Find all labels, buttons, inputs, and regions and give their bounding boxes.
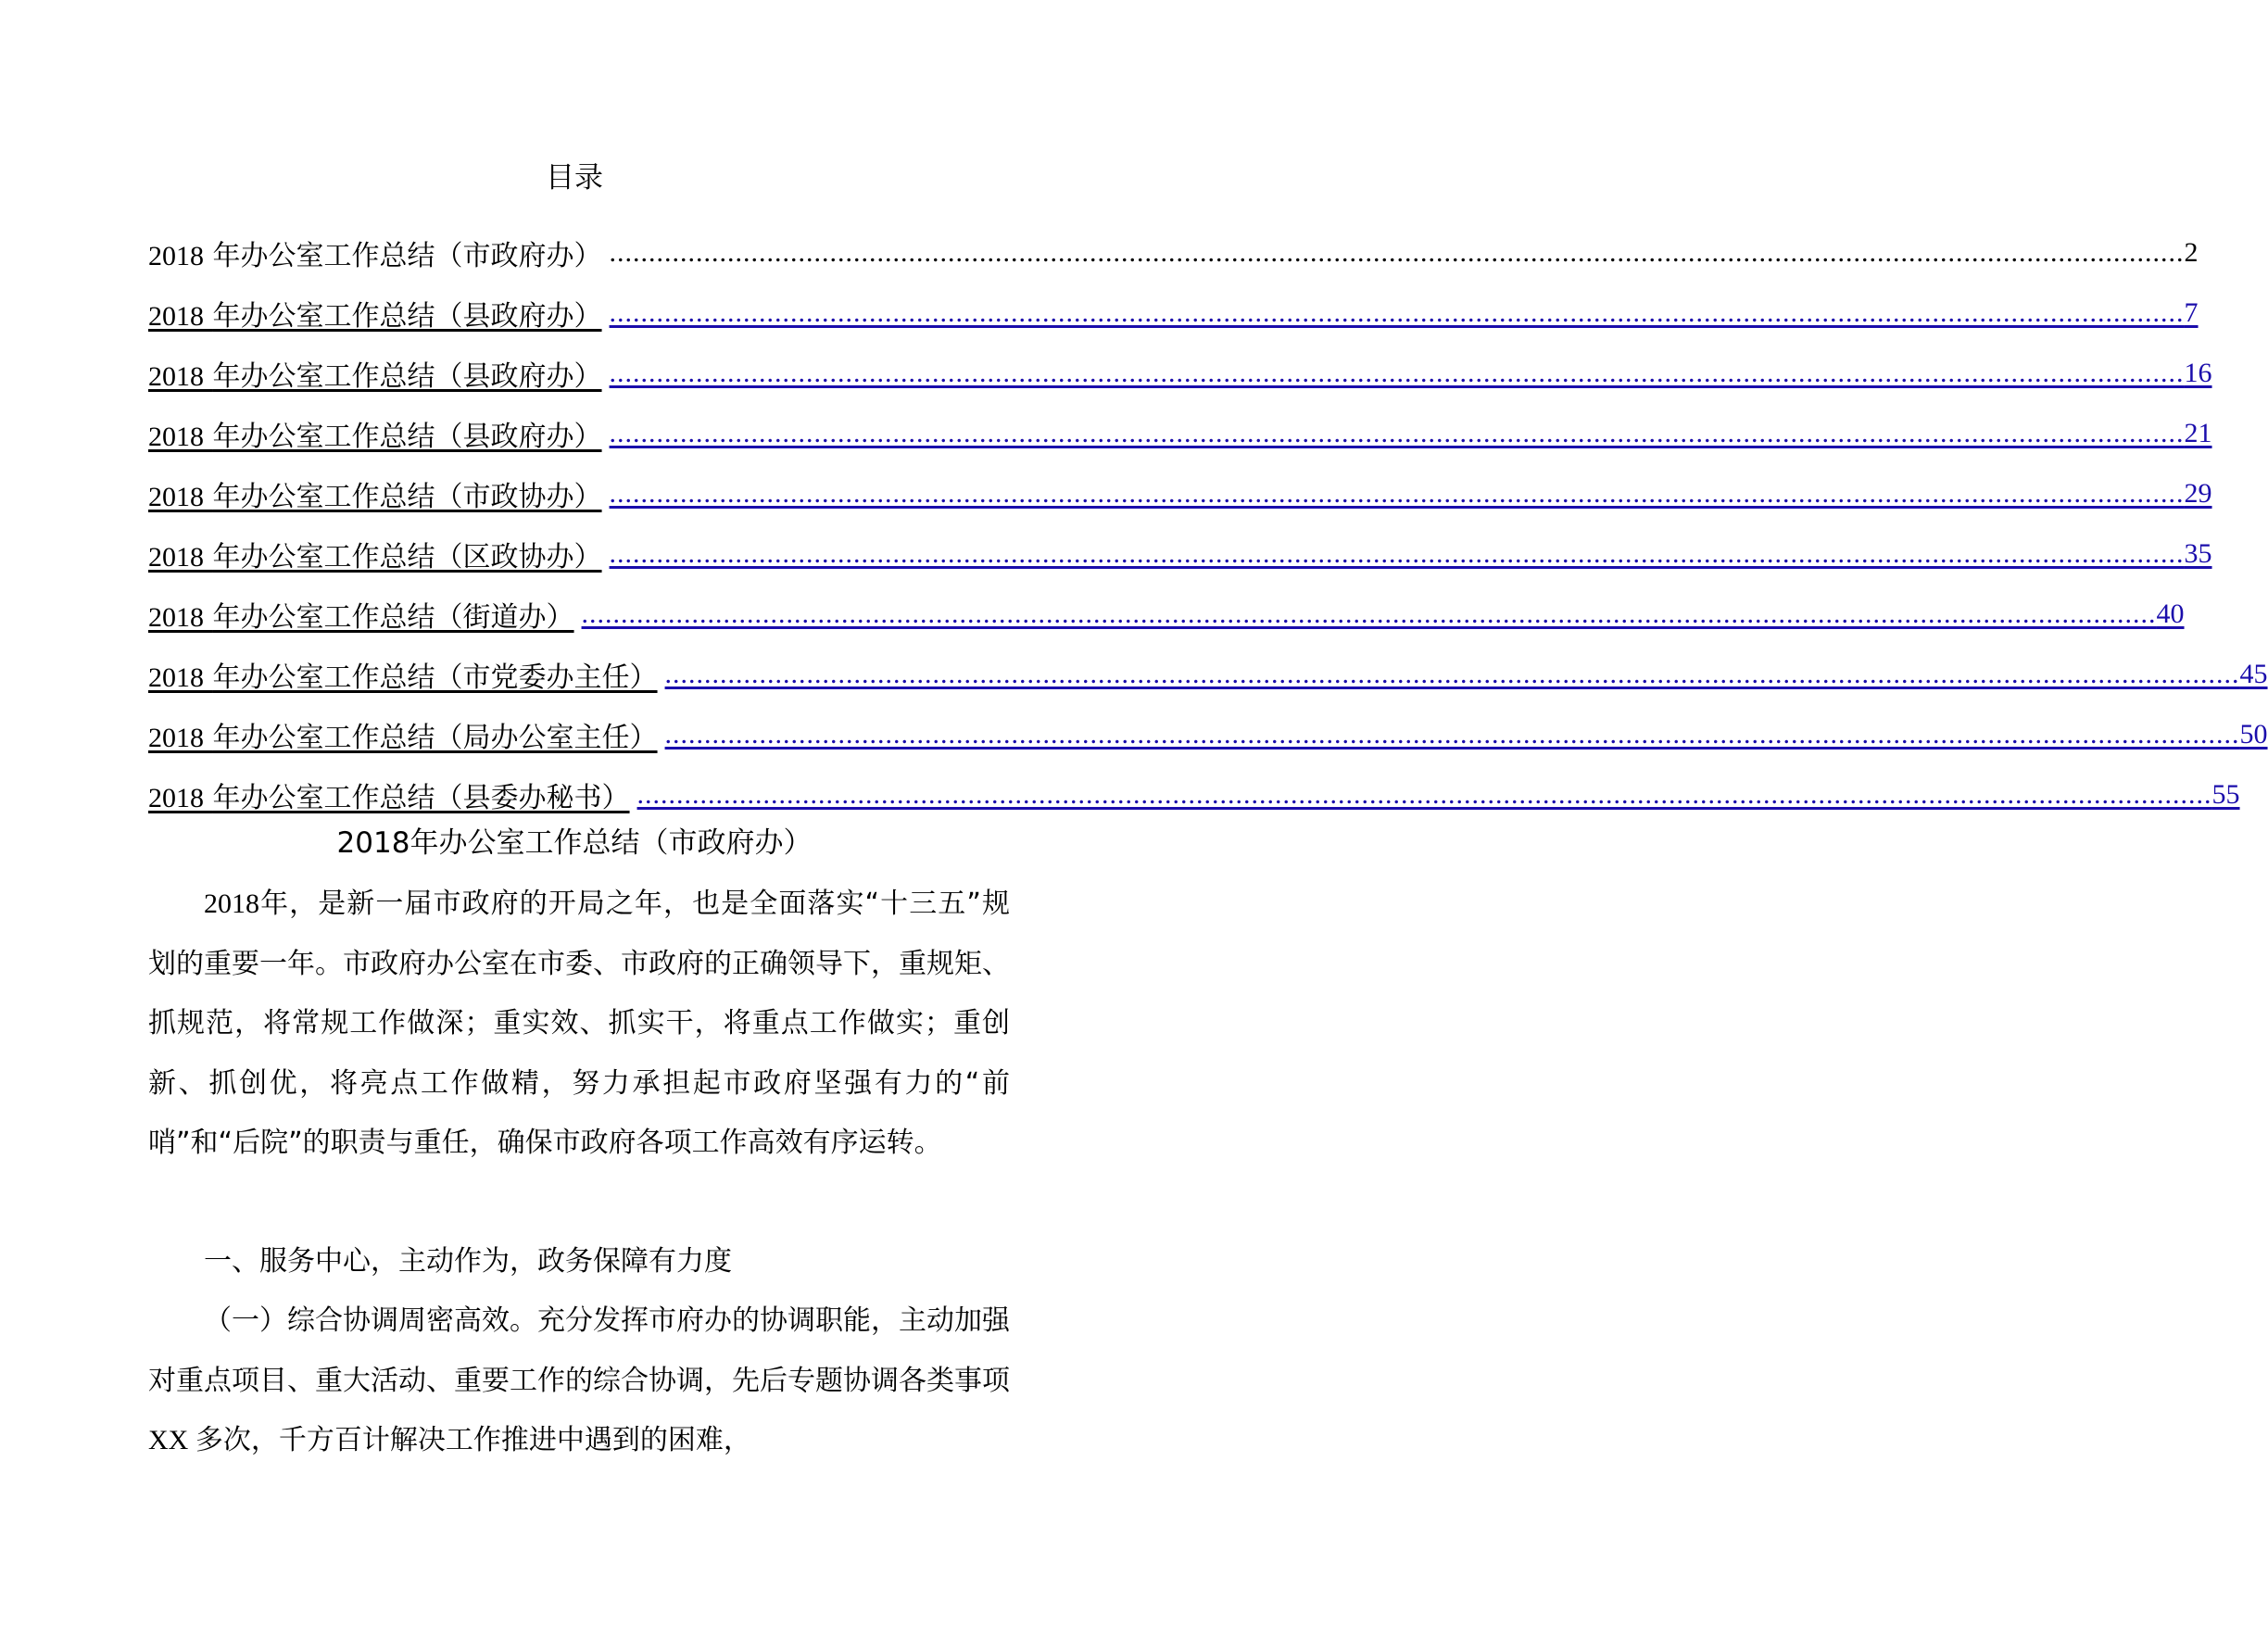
toc-entry-title: 2018 年办公室工作总结（区政协办） xyxy=(148,540,602,573)
toc-page-number: 45 xyxy=(2239,658,2268,689)
toc-page-number: 7 xyxy=(2184,296,2199,328)
toc-dot-leader: ........................................................................................................................................................................................................ xyxy=(664,718,2240,750)
toc-page-number: 21 xyxy=(2184,417,2212,448)
toc-dot-leader: ........................................................................................................................................................................................................ xyxy=(664,658,2240,689)
toc-entry[interactable] xyxy=(148,644,2268,704)
body-paragraph: 2018年，是新一届市政府的开局之年，也是全面落实“十三五”规划的重要一年。市政府办公室在市委、市政府的正确领导下，重规矩、抓规范，将常规工作做深；重实效、抓实干，将重点工作做实；重创新、抓创优，将亮点工作做精，努力承担起市政府坚强有力的“前哨”和“后院”的职责与重任，确保市政府各项工作高效有序运转。 xyxy=(148,888,1010,1159)
toc-entry-title: 2018 年办公室工作总结（县政府办） xyxy=(148,299,602,333)
toc-page-number: 40 xyxy=(2156,598,2185,629)
toc-entry-title: 2018 年办公室工作总结（市政协办） xyxy=(148,480,602,513)
toc-dot-leader: ........................................................................................................................................................................................................ xyxy=(609,357,2185,388)
toc-entry[interactable] xyxy=(148,463,2212,523)
toc-entry[interactable] xyxy=(148,704,2268,764)
toc-dot-leader: ........................................................................................................................................................................................................ xyxy=(609,417,2185,448)
document-heading: 2018年办公室工作总结（市政府办） xyxy=(336,826,813,860)
toc-entry[interactable] xyxy=(148,283,2199,343)
toc-dot-leader: ........................................................................................................................................................................................................ xyxy=(609,537,2185,569)
toc-page-number: 29 xyxy=(2184,477,2212,509)
toc-entry[interactable] xyxy=(148,764,2240,825)
toc-page-number: 35 xyxy=(2184,537,2212,569)
toc-entry-title: 2018 年办公室工作总结（局办公室主任） xyxy=(148,721,658,754)
toc-page-number: 2 xyxy=(2184,236,2199,268)
toc-dot-leader: ........................................................................................................................................................................................................ xyxy=(609,296,2185,328)
toc-page-number: 50 xyxy=(2239,718,2268,750)
toc-dot-leader: ........................................................................................................................................................................................................ xyxy=(636,778,2212,810)
toc-page-number: 55 xyxy=(2211,778,2240,810)
toc-entry[interactable] xyxy=(148,403,2212,463)
toc-entry[interactable] xyxy=(148,222,2199,283)
toc-entry-title: 2018 年办公室工作总结（市党委办主任） xyxy=(148,661,658,694)
toc-entry-title: 2018 年办公室工作总结（县委办秘书） xyxy=(148,781,630,814)
toc-entry[interactable] xyxy=(148,343,2212,403)
toc-entry-title: 2018 年办公室工作总结（县政府办） xyxy=(148,359,602,393)
section-heading: 一、服务中心，主动作为，政务保障有力度 xyxy=(204,1245,732,1278)
toc-entry-title: 2018 年办公室工作总结（县政府办） xyxy=(148,420,602,453)
body-paragraph: （一）综合协调周密高效。充分发挥市府办的协调职能，主动加强对重点项目、重大活动、重要工作的综合协调，先后专题协调各类事项 XX 多次，千方百计解决工作推进中遇到的困难， xyxy=(148,1304,1010,1456)
toc-entry[interactable] xyxy=(148,584,2185,644)
toc-title: 目录 xyxy=(546,161,603,195)
toc-entry-title: 2018 年办公室工作总结（市政府办） xyxy=(148,239,602,272)
toc-dot-leader: ........................................................................................................................................................................................................ xyxy=(581,598,2157,629)
toc-entry[interactable] xyxy=(148,523,2212,584)
toc-dot-leader: ........................................................................................................................................................................................................ xyxy=(609,236,2185,268)
toc-page-number: 16 xyxy=(2184,357,2212,388)
toc-dot-leader: ........................................................................................................................................................................................................ xyxy=(609,477,2185,509)
table-of-contents xyxy=(148,222,2268,825)
toc-entry-title: 2018 年办公室工作总结（街道办） xyxy=(148,600,574,634)
